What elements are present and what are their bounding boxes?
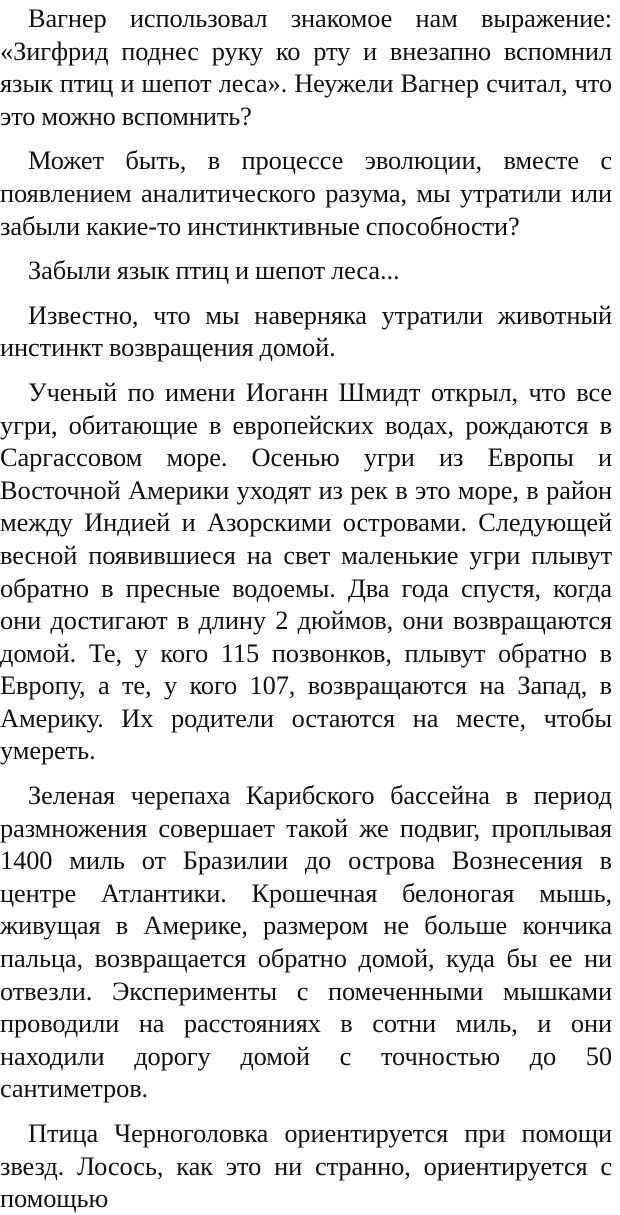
paragraph-eels: Ученый по имени Иоганн Шмидт открыл, что все угри, обитающие в европейских водах, рождаются в Саргассовом море. Осенью угри из Европы и Восточной Америки уходят из рек в это море, в район между Индией и Азорскими островами. Следующей весной появившиеся на свет маленькие угри плывут обратно в пресные водоемы. Два года спустя, когда они достигают в длину 2 дюймов, они возвращаются домой. Те, у кого 115 позвонков, плывут обратно в Европу, а те, у кого 107, возвращаются на Запад, в Америку. Их родители остаются на месте, чтобы умереть. [0,376,612,766]
paragraph-evolution: Может быть, в процессе эволюции, вместе с появлением аналитического разума, мы утратили или забыли какие-то инстинктивные способности? [0,145,612,241]
paragraph-forgot-language: Забыли язык птиц и шепот леса... [28,255,400,286]
paragraph-turtle-mouse: Зеленая черепаха Карибского бассейна в период размножения совершает такой же подвиг, проплывая 1400 миль от Бразилии до острова Вознесения в центре Атлантики. Крошечная белоногая мышь, живущая в Америке, размером не больше кончика пальца, возвращается обратно домой, куда бы ее ни отвезли. Эксперименты с помеченными мышками проводили на расстояниях в сотни миль, и они находили дорогу домой с точностью до 50 сантиметров. [0,780,612,1104]
paragraph-bird-salmon: Птица Черноголовка ориентируется при помощи звезд. Лосось, как это ни странно, ориентируется с помощью [0,1118,612,1214]
paragraph-wagner: Вагнер использовал знакомое нам выражение: «Зигфрид поднес руку ко рту и внезапно вспомнил язык птиц и шепот леса». Неужели Вагнер считал, что это можно вспомнить? [0,3,612,131]
paragraph-homing-instinct: Известно, что мы наверняка утратили животный инстинкт возвращения домой. [0,299,612,363]
